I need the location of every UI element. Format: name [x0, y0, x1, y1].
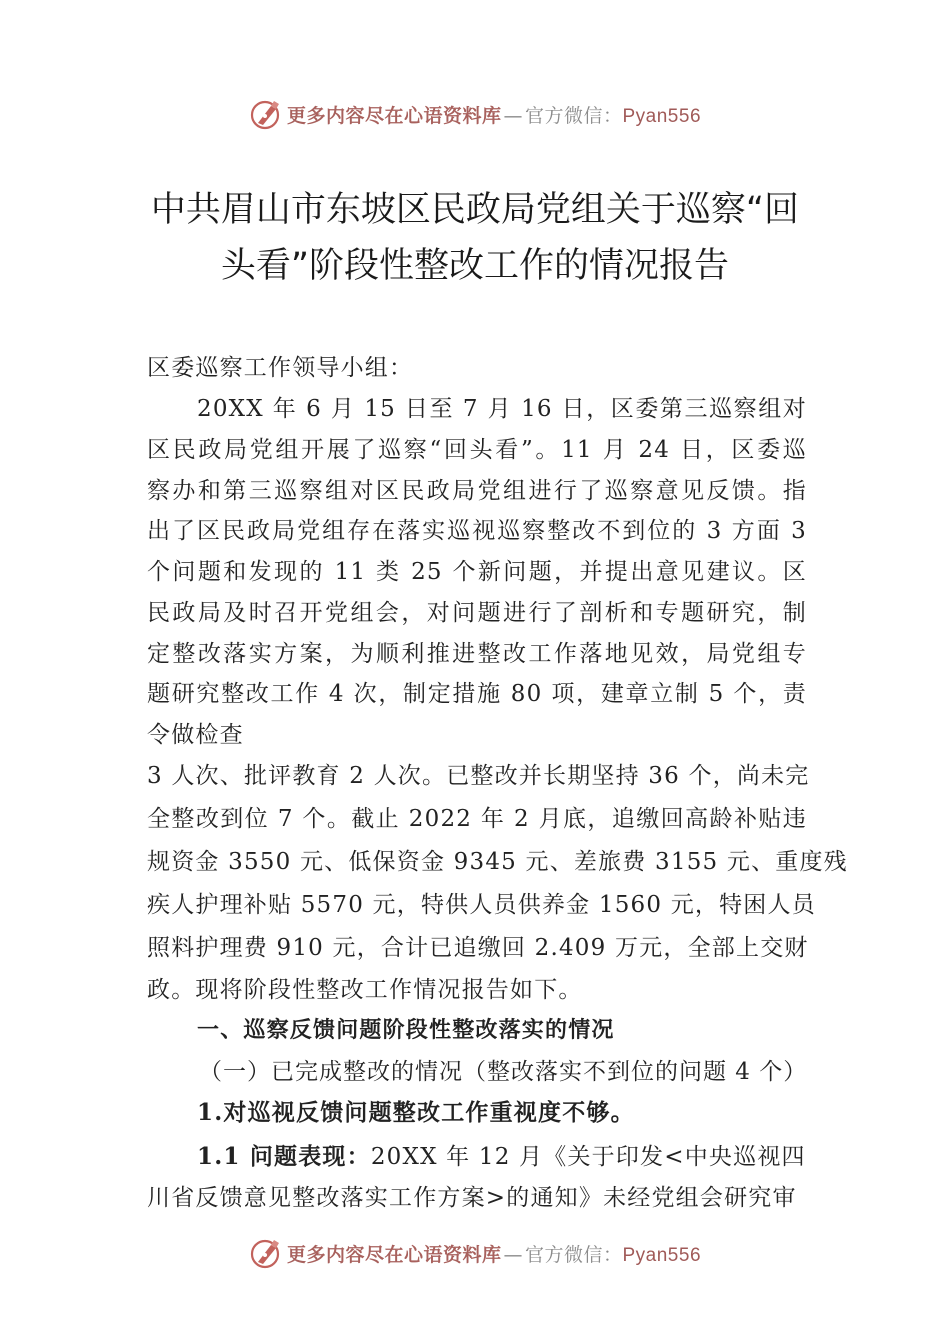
paragraph-line: 区民政局党组开展了巡察“回头看”。11 月 24 日，区委巡	[147, 437, 807, 463]
watermark-brand: 更多内容尽在心语资料库	[286, 1243, 502, 1266]
title-line: 中共眉山市东坡区民政局党组关于巡察“回	[150, 190, 800, 230]
section-heading: 一、巡察反馈问题阶段性整改落实的情况	[197, 1018, 615, 1043]
watermark-separator: —	[503, 1243, 523, 1266]
paragraph-line: 全整改到位 7 个。截止 2022 年 2 月底，追缴回高龄补贴违	[147, 806, 807, 832]
pen-nib-circle-icon	[249, 97, 283, 131]
paragraph-line: 个问题和发现的 11 类 25 个新问题，并提出意见建议。区	[147, 559, 807, 585]
salutation: 区委巡察工作领导小组：	[147, 355, 414, 381]
issue-heading: 1.对巡视反馈问题整改工作重视度不够。	[197, 1099, 635, 1126]
pen-nib-circle-icon	[249, 1236, 283, 1270]
paragraph-line: 察办和第三巡察组对区民政局党组进行了巡察意见反馈。指	[147, 478, 807, 504]
paragraph-line: 民政局及时召开党组会，对问题进行了剖析和专题研究，制	[147, 600, 807, 626]
footer-watermark	[0, 1235, 950, 1271]
watermark-brand: 更多内容尽在心语资料库	[286, 104, 502, 127]
paragraph-line: 出了区民政局党组存在落实巡视巡察整改不到位的 3 方面 3	[147, 518, 807, 544]
document-title	[120, 182, 830, 294]
issue-text: 20XX 年 12 月《关于印发<中央巡视四	[370, 1144, 806, 1170]
watermark-id: Pyan556	[622, 105, 702, 127]
paragraph-line: 规资金 3550 元、低保资金 9345 元、差旅费 3155 元、重度残	[147, 849, 848, 875]
issue-line: 川省反馈意见整改落实工作方案>的通知》未经党组会研究审	[147, 1185, 797, 1211]
watermark-label: 官方微信：	[524, 1243, 623, 1266]
paragraph-line: 定整改落实方案，为顺利推进整改工作落地见效，局党组专	[147, 641, 807, 667]
paragraph-line: 令做检查	[147, 722, 244, 748]
paragraph-line: 20XX 年 6 月 15 日至 7 月 16 日，区委第三巡察组对	[197, 396, 807, 422]
watermark-label: 官方微信：	[524, 104, 623, 127]
subsection-heading: （一）已完成整改的情况（整改落实不到位的问题 4 个）	[199, 1059, 808, 1085]
issue-label: 1.1 问题表现：	[197, 1143, 371, 1170]
paragraph-line: 政。现将阶段性整改工作情况报告如下。	[147, 977, 583, 1003]
paragraph-line: 3 人次、批评教育 2 人次。已整改并长期坚持 36 个，尚未完	[147, 763, 810, 789]
watermark-separator: —	[503, 104, 523, 127]
header-watermark	[0, 96, 950, 132]
title-line: 头看”阶段性整改工作的情况报告	[220, 246, 730, 286]
paragraph-line: 疾人护理补贴 5570 元，特供人员供养金 1560 元，特困人员	[147, 892, 816, 918]
paragraph-line: 照料护理费 910 元，合计已追缴回 2.409 万元，全部上交财	[147, 935, 809, 961]
watermark-id: Pyan556	[622, 1244, 702, 1266]
paragraph-line: 题研究整改工作 4 次，制定措施 80 项，建章立制 5 个，责	[147, 681, 807, 707]
issue-line	[197, 1140, 807, 1174]
